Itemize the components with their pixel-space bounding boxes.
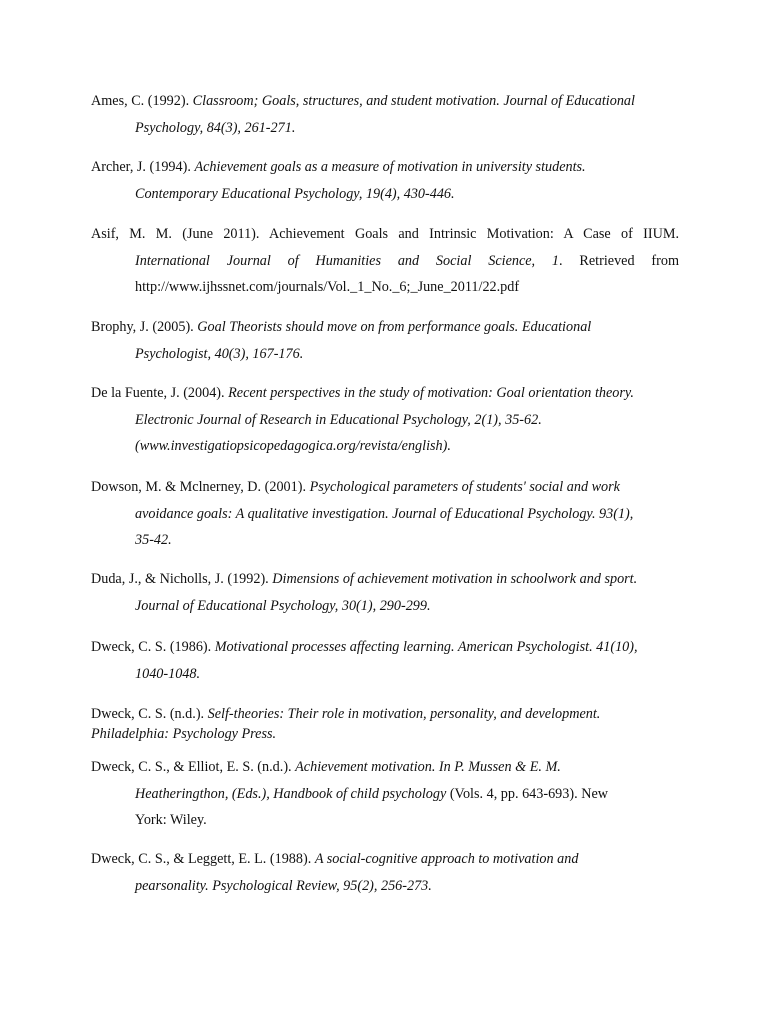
reference-entry bbox=[91, 154, 679, 207]
reference-line: pearsonality. Psychological Review, 95(2), 256-273. bbox=[135, 877, 432, 894]
reference-entry bbox=[91, 566, 679, 619]
reference-line: International Journal of Humanities and Social Science, 1. Retrieved from bbox=[135, 252, 679, 269]
reference-line: De la Fuente, J. (2004). Recent perspectives in the study of motivation: Goal orientation theory. bbox=[91, 385, 634, 401]
reference-entry bbox=[91, 221, 679, 301]
reference-line: Psychology, 84(3), 261-271. bbox=[135, 119, 296, 136]
reference-line: Dowson, M. & Mclnerney, D. (2001). Psychological parameters of students' social and work bbox=[91, 479, 620, 495]
reference-line: Dweck, C. S., & Leggett, E. L. (1988). A social-cognitive approach to motivation and bbox=[91, 851, 579, 867]
reference-line: Brophy, J. (2005). Goal Theorists should move on from performance goals. Educational bbox=[91, 319, 592, 335]
reference-line: Ames, C. (1992). Classroom; Goals, structures, and student motivation. Journal of Educational bbox=[91, 93, 635, 109]
reference-line: Psychologist, 40(3), 167-176. bbox=[135, 345, 304, 362]
reference-entry bbox=[91, 704, 679, 744]
reference-entry bbox=[91, 314, 679, 367]
reference-line: Dweck, C. S. (n.d.). Self-theories: Their role in motivation, personality, and development. bbox=[91, 706, 601, 722]
reference-line: Dweck, C. S. (1986). Motivational processes affecting learning. American Psychologist. 41(10), bbox=[91, 639, 638, 655]
reference-entry bbox=[91, 846, 679, 899]
reference-line: Contemporary Educational Psychology, 19(4), 430-446. bbox=[135, 185, 455, 202]
reference-line: http://www.ijhssnet.com/journals/Vol._1_No._6;_June_2011/22.pdf bbox=[135, 279, 520, 295]
reference-entry bbox=[91, 88, 679, 141]
reference-line: (www.investigatiopsicopedagogica.org/revista/english). bbox=[135, 438, 451, 454]
reference-line: 1040-1048. bbox=[135, 665, 201, 682]
reference-line: avoidance goals: A qualitative investigation. Journal of Educational Psychology. 93(1), bbox=[135, 505, 634, 522]
reference-line: York: Wiley. bbox=[135, 812, 207, 828]
reference-line: Philadelphia: Psychology Press. bbox=[91, 726, 277, 742]
reference-line: Asif, M. M. (June 2011). Achievement Goals and Intrinsic Motivation: A Case of IIUM. bbox=[91, 226, 679, 242]
reference-line: Duda, J., & Nicholls, J. (1992). Dimensions of achievement motivation in schoolwork and sport. bbox=[91, 571, 638, 587]
reference-entry bbox=[91, 380, 679, 460]
reference-entry bbox=[91, 474, 679, 554]
reference-line: Electronic Journal of Research in Educational Psychology, 2(1), 35-62. bbox=[135, 411, 542, 428]
reference-line: 35-42. bbox=[135, 532, 172, 548]
reference-line: Dweck, C. S., & Elliot, E. S. (n.d.). Achievement motivation. In P. Mussen & E. M. bbox=[91, 759, 561, 775]
reference-entry bbox=[91, 754, 679, 834]
reference-line: Journal of Educational Psychology, 30(1), 290-299. bbox=[135, 597, 431, 614]
reference-entry bbox=[91, 634, 679, 687]
reference-line: Heatheringthon, (Eds.), Handbook of child psychology (Vols. 4, pp. 643-693). New bbox=[135, 785, 608, 802]
reference-line: Archer, J. (1994). Achievement goals as a measure of motivation in university students. bbox=[91, 159, 586, 175]
